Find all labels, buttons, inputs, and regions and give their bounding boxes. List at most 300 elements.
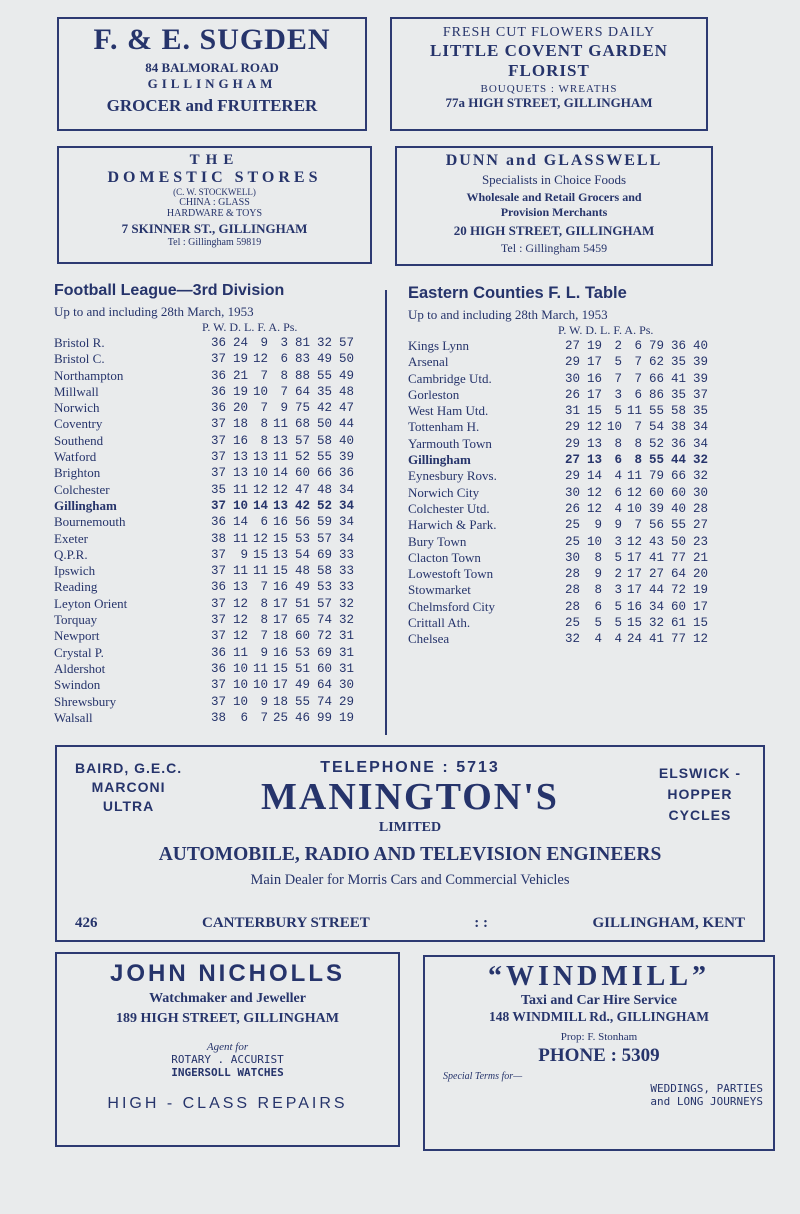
ad-manington [55,745,765,942]
ad-windmill-special: Special Terms for— [443,1071,523,1082]
stat-cell: 4 [594,632,602,647]
stat-cell: 17 [272,678,288,693]
stat-cell: 29 [564,420,580,435]
stat-cell: 8 [634,453,642,468]
stat-cell: 60 [648,485,664,500]
table-row [408,387,708,403]
ad-manington-name: MANINGTON'S [261,776,559,818]
stat-cell: 18 [272,694,288,709]
stat-cell: 37 [210,498,226,513]
stat-cell: 9 [260,694,268,709]
stat-cell: 15 [252,547,268,562]
ad-nicholls-name: JOHN NICHOLLS [109,960,345,987]
stat-cell: 36 [210,645,226,660]
ad-domestic-goods2: HARDWARE & TOYS [166,208,263,219]
stat-cell: 75 [294,401,310,416]
table-row [408,599,708,615]
team-name: Clacton Town [408,549,481,565]
table-row [54,514,354,530]
stat-cell: 34 [338,531,354,546]
table-row [408,354,708,370]
team-name: Bury Town [408,533,467,549]
stat-cell: 9 [240,547,248,562]
stat-cell: 7 [260,710,268,725]
stat-cell: 8 [594,583,602,598]
team-name: Bristol R. [54,335,105,350]
column-divider [385,290,387,735]
stat-cell: 10 [252,678,268,693]
ad-covent-line2: LITTLE COVENT GARDEN [430,41,668,60]
team-name: Tottenham H. [408,419,480,435]
team-name: Arsenal [408,354,449,370]
stat-cell: 72 [670,583,686,598]
stat-cell: 42 [316,401,332,416]
stat-cell: 7 [260,629,268,644]
stat-cell: 60 [294,629,310,644]
stat-cell: 40 [692,339,708,353]
table-row [408,550,708,566]
stat-cell: 6 [614,453,622,468]
stat-cell: 57 [316,531,332,546]
stat-cell: 35 [670,387,686,402]
team-name: Aldershot [54,660,106,676]
stat-cell: 12 [232,596,248,611]
table-row [408,534,708,550]
stat-cell: 4 [614,632,622,647]
stat-cell: 52 [316,498,332,513]
ad-manington-addr-num: 426 [75,915,98,931]
stat-cell: 40 [338,433,354,448]
stat-cell: 14 [272,466,288,481]
stat-cell: 10 [252,466,268,481]
stat-cell: 37 [210,466,226,481]
table-row [54,645,354,661]
stat-cell: 55 [670,518,686,533]
stat-cell: 5 [594,616,602,631]
stat-cell: 13 [272,433,288,448]
team-name: Colchester Utd. [408,500,490,516]
team-name: Reading [54,579,98,595]
table-row [408,501,708,517]
stat-cell: 50 [670,534,686,549]
stat-cell: 7 [634,355,642,370]
stat-cell: 12 [586,501,602,516]
stat-cell: 33 [338,547,354,562]
stat-cell: 55 [648,453,664,468]
ad-dunn-name: DUNN and GLASSWELL [445,152,663,169]
stat-cell: 35 [210,482,226,497]
stat-cell: 16 [272,515,288,530]
stat-cell: 13 [586,453,602,468]
stat-cell: 12 [252,352,268,367]
stat-cell: 9 [594,518,602,533]
team-name: Stowmarket [408,582,471,598]
stat-cell: 10 [626,501,642,516]
stat-cell: 41 [648,550,664,565]
stat-cell: 10 [232,498,248,513]
stat-cell: 48 [338,384,354,399]
stat-cell: 31 [338,661,354,676]
team-name: Cambridge Utd. [408,370,492,386]
team-name: Lowestoft Town [408,566,494,582]
stat-cell: 4 [614,501,622,516]
stat-cell: 16 [626,599,642,614]
stat-cell: 11 [272,450,288,465]
stat-cell: 53 [294,645,310,660]
ad-manington-trade: AUTOMOBILE, RADIO AND TELEVISION ENGINEERS [158,844,662,865]
stat-cell: 11 [626,404,642,419]
stat-cell: 37 [210,678,226,693]
table-row [54,400,354,416]
stat-cell: 36 [210,515,226,530]
table-row [408,485,708,501]
stat-cell: 12 [272,482,288,497]
stat-cell: 55 [316,450,332,465]
stat-cell: 12 [252,482,268,497]
stat-cell: 32 [692,453,708,468]
team-name: Norwich City [408,484,480,500]
stat-cell: 77 [670,550,686,565]
stat-cell: 17 [586,355,602,370]
stat-cell: 49 [294,580,310,595]
stat-cell: 24 [232,336,248,350]
stat-cell: 6 [280,352,288,367]
stat-cell: 34 [692,420,708,435]
stat-cell: 18 [232,417,248,432]
stat-cell: 32 [692,469,708,484]
stat-cell: 12 [586,420,602,435]
stat-cell: 74 [316,613,332,628]
stat-cell: 11 [252,564,268,579]
team-name: Gillingham [408,452,471,468]
ad-covent-line4: BOUQUETS : WREATHS [480,83,618,95]
table-row [54,563,354,579]
stat-cell: 7 [260,401,268,416]
stat-cell: 58 [316,564,332,579]
stat-cell: 10 [232,661,248,676]
team-name: Millwall [54,383,99,399]
stat-cell: 99 [316,710,332,725]
team-name: Shrewsbury [54,693,117,709]
table-row [54,531,354,547]
stat-cell: 28 [564,567,580,582]
ad-windmill-name: “WINDMILL” [487,961,710,992]
ad-manington-dealer: Main Dealer for Morris Cars and Commercial Vehicles [250,872,570,888]
stat-cell: 66 [316,466,332,481]
stat-cell: 11 [232,564,248,579]
stat-cell: 60 [670,599,686,614]
stat-cell: 31 [338,629,354,644]
stat-cell: 36 [210,368,226,383]
table-row [54,449,354,465]
table-row [54,368,354,384]
stat-cell: 18 [272,629,288,644]
stat-cell: 88 [294,368,310,383]
stat-cell: 10 [606,420,622,435]
stat-cell: 15 [692,616,708,631]
stat-cell: 39 [692,371,708,386]
stat-cell: 17 [272,596,288,611]
ad-windmill-events2: and LONG JOURNEYS [650,1095,763,1108]
stat-cell: 79 [648,469,664,484]
stat-cell: 8 [280,368,288,383]
stat-cell: 14 [586,469,602,484]
stat-cell: 37 [210,547,226,562]
stat-cell: 48 [316,482,332,497]
stat-cell: 8 [594,550,602,565]
table-row [408,517,708,533]
table-row [54,351,354,367]
team-name: Chelmsford City [408,598,496,614]
stat-cell: 43 [648,534,664,549]
stat-cell: 38 [670,420,686,435]
stat-cell: 19 [692,583,708,598]
stat-cell: 30 [564,485,580,500]
stat-cell: 3 [280,336,288,350]
team-name: Q.P.R. [54,546,88,562]
stat-cell: 60 [670,485,686,500]
league-eastern-counties [408,284,708,648]
stat-cell: 58 [670,404,686,419]
ad-dunn-line2: Specialists in Choice Foods [481,172,627,187]
ad-manington-limited: LIMITED [378,820,442,835]
table-row [54,628,354,644]
eastern-header: P. W. D. L. F. A. Ps. [558,323,654,337]
team-name: Gillingham [54,497,117,513]
stat-cell: 17 [586,387,602,402]
stat-cell: 24 [626,632,642,647]
stat-cell: 15 [586,404,602,419]
stat-cell: 30 [338,678,354,693]
stat-cell: 37 [210,433,226,448]
stat-cell: 5 [614,355,622,370]
team-name: Gorleston [408,386,460,402]
stat-cell: 3 [614,583,622,598]
stat-cell: 66 [670,469,686,484]
ad-manington-addr-town: GILLINGHAM, KENT [592,915,745,931]
table-row [408,338,708,354]
stat-cell: 2 [614,567,622,582]
stat-cell: 2 [614,339,622,353]
stat-cell: 15 [626,616,642,631]
stat-cell: 9 [260,645,268,660]
stat-cell: 25 [564,616,580,631]
ad-domestic-owner: (C. W. STOCKWELL) [173,187,256,197]
ad-manington-right3: CYCLES [668,807,732,823]
ad-windmill-events1: WEDDINGS, PARTIES [650,1082,763,1095]
ad-sugden-name: F. & E. SUGDEN [93,23,331,56]
stat-cell: 37 [210,417,226,432]
stat-cell: 28 [564,583,580,598]
stat-cell: 7 [614,371,622,386]
team-name: Bournemouth [54,514,126,530]
ad-covent-line1: FRESH CUT FLOWERS DAILY [442,25,656,40]
stat-cell: 8 [260,613,268,628]
table-row [408,566,708,582]
stat-cell: 50 [338,352,354,367]
stat-cell: 12 [692,632,708,647]
stat-cell: 55 [294,694,310,709]
stat-cell: 17 [272,613,288,628]
team-name: Colchester [54,481,110,497]
stat-cell: 36 [210,661,226,676]
ad-covent-address: 77a HIGH STREET, GILLINGHAM [445,95,653,110]
ad-manington-telephone: TELEPHONE : 5713 [320,759,500,776]
team-name: Bristol C. [54,351,105,367]
stat-cell: 14 [232,515,248,530]
stat-cell: 28 [692,501,708,516]
table-row [408,419,708,435]
ad-dunn-tel: Tel : Gillingham 5459 [500,241,608,255]
table-row [54,433,354,449]
stat-cell: 12 [232,613,248,628]
stat-cell: 26 [564,501,580,516]
stat-cell: 32 [338,596,354,611]
table-row [408,452,708,468]
ad-sugden [57,17,367,131]
team-name: West Ham Utd. [408,403,489,419]
team-name: Southend [54,432,104,448]
stat-cell: 27 [692,518,708,533]
eastern-subtitle: Up to and including 28th March, 1953 [408,307,608,322]
stat-cell: 30 [564,371,580,386]
team-name: Walsall [54,709,93,725]
ad-manington-right2: HOPPER [667,786,733,802]
team-name: Chelsea [408,631,450,647]
stat-cell: 32 [648,616,664,631]
stat-cell: 13 [232,450,248,465]
table-row [54,482,354,498]
stat-cell: 38 [210,531,226,546]
stat-cell: 10 [252,384,268,399]
stat-cell: 6 [634,339,642,353]
stat-cell: 15 [272,531,288,546]
league3-title: Football League—3rd Division [54,282,285,299]
ad-manington-left3: ULTRA [102,798,155,814]
stat-cell: 3 [614,387,622,402]
team-name: Northampton [54,367,124,383]
stat-cell: 53 [316,580,332,595]
stat-cell: 9 [594,567,602,582]
stat-cell: 12 [252,531,268,546]
stat-cell: 49 [294,678,310,693]
table-row [54,694,354,710]
stat-cell: 51 [294,661,310,676]
table-row [54,596,354,612]
stat-cell: 35 [316,384,332,399]
table-row [54,710,354,726]
stat-cell: 46 [294,710,310,725]
stat-cell: 41 [648,632,664,647]
stat-cell: 53 [294,531,310,546]
ad-nicholls-address: 189 HIGH STREET, GILLINGHAM [115,1011,339,1026]
stat-cell: 33 [338,564,354,579]
stat-cell: 13 [586,436,602,451]
stat-cell: 26 [564,387,580,402]
table-row [54,677,354,693]
stat-cell: 5 [614,550,622,565]
stat-cell: 41 [670,371,686,386]
table-row [408,436,708,452]
stat-cell: 7 [634,371,642,386]
stat-cell: 12 [232,629,248,644]
ad-john-nicholls [55,952,400,1147]
stat-cell: 11 [232,645,248,660]
stat-cell: 11 [272,417,288,432]
ad-dunn-address: 20 HIGH STREET, GILLINGHAM [453,223,655,238]
stat-cell: 34 [648,599,664,614]
league3-subtitle: Up to and including 28th March, 1953 [54,304,254,319]
team-name: Norwich [54,400,100,416]
stat-cell: 13 [272,547,288,562]
stat-cell: 5 [614,599,622,614]
stat-cell: 17 [692,599,708,614]
stat-cell: 37 [210,596,226,611]
table-row [408,371,708,387]
stat-cell: 32 [316,336,332,350]
ad-sugden-address: 84 BALMORAL ROAD [145,60,279,75]
stat-cell: 14 [252,498,268,513]
team-name: Kings Lynn [408,338,470,353]
ad-manington-left2: MARCONI [91,779,166,795]
stat-cell: 27 [564,339,580,353]
stat-cell: 12 [626,485,642,500]
stat-cell: 42 [294,498,310,513]
stat-cell: 35 [692,404,708,419]
stat-cell: 37 [210,564,226,579]
ad-windmill [423,955,775,1151]
stat-cell: 69 [316,547,332,562]
table-row [54,335,354,351]
stat-cell: 59 [316,515,332,530]
eastern-table [408,338,708,648]
stat-cell: 13 [232,580,248,595]
stat-cell: 15 [272,661,288,676]
ad-dunn-line4: Provision Merchants [500,205,608,219]
stat-cell: 86 [648,387,664,402]
ad-manington-addr-street: CANTERBURY STREET [202,915,370,931]
stat-cell: 37 [210,694,226,709]
stat-cell: 37 [210,613,226,628]
stat-cell: 12 [586,485,602,500]
team-name: Crittall Ath. [408,615,471,631]
stat-cell: 64 [316,678,332,693]
stat-cell: 36 [670,339,686,353]
stat-cell: 4 [614,469,622,484]
stat-cell: 6 [634,387,642,402]
stat-cell: 38 [210,710,226,725]
stat-cell: 44 [648,583,664,598]
team-name: Eynesbury Rovs. [408,468,497,484]
stat-cell: 49 [338,368,354,383]
stat-cell: 64 [670,567,686,582]
stat-cell: 8 [260,433,268,448]
stat-cell: 7 [634,420,642,435]
ad-domestic-stores [57,146,372,264]
ad-nicholls-repairs: HIGH - CLASS REPAIRS [107,1095,348,1112]
stat-cell: 60 [294,466,310,481]
stat-cell: 64 [294,384,310,399]
stat-cell: 21 [692,550,708,565]
stat-cell: 9 [614,518,622,533]
stat-cell: 72 [316,629,332,644]
stat-cell: 7 [634,518,642,533]
stat-cell: 60 [316,661,332,676]
stat-cell: 34 [338,498,354,513]
stat-cell: 7 [260,368,268,383]
ad-nicholls-brands2: INGERSOLL WATCHES [171,1066,284,1079]
stat-cell: 39 [648,501,664,516]
